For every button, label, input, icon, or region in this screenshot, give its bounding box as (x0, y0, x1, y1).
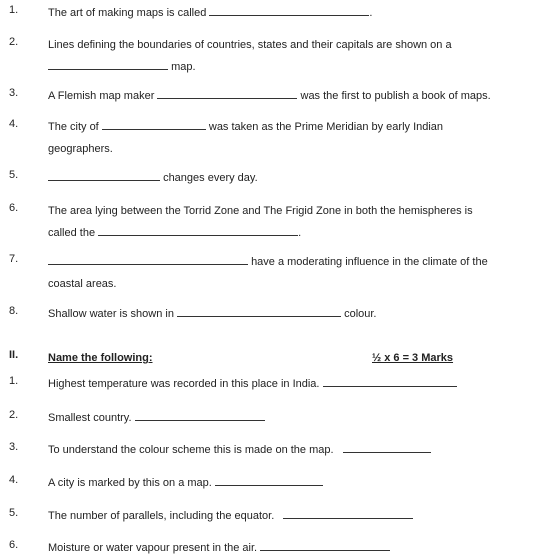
question-text: The area lying between the Torrid Zone and The Frigid Zone in both the hemispheres is (48, 205, 473, 217)
question-text-end: . (369, 7, 373, 19)
question-number: 6. (9, 539, 19, 551)
question-text: To understand the colour scheme this is made on the map. (48, 444, 334, 456)
answer-blank[interactable] (48, 57, 168, 70)
question-text-end: colour. (344, 308, 377, 320)
marks-label: ½ x 6 = 3 Marks (372, 352, 454, 364)
question-text: The art of making maps is called (48, 7, 207, 19)
section-heading: Name the following: (48, 352, 153, 364)
question-text-continued: coastal areas. (48, 278, 117, 290)
answer-blank[interactable] (260, 538, 390, 551)
answer-blank[interactable] (48, 168, 160, 181)
answer-blank[interactable] (283, 506, 413, 519)
question-text: Shallow water is shown in (48, 308, 174, 320)
answer-blank[interactable] (209, 3, 369, 16)
answer-blank[interactable] (323, 374, 457, 387)
question-text: The number of parallels, including the equator. (48, 510, 275, 522)
question-text-end: . (298, 227, 302, 239)
section-number: II. (9, 349, 19, 361)
question-number: 1. (9, 375, 19, 387)
answer-blank[interactable] (177, 304, 341, 317)
question-number: 7. (9, 253, 19, 265)
question-number: 1. (9, 4, 19, 16)
question-text-end: was the first to publish a book of maps. (300, 90, 491, 102)
question-text-start: called the (48, 227, 96, 239)
question-number: 2. (9, 409, 19, 421)
question-text: Moisture or water vapour present in the air. (48, 542, 258, 554)
question-text-end: changes every day. (163, 172, 258, 184)
answer-blank[interactable] (98, 223, 298, 236)
question-number: 8. (9, 305, 19, 317)
answer-blank[interactable] (102, 117, 206, 130)
answer-blank[interactable] (135, 408, 265, 421)
answer-blank[interactable] (157, 86, 297, 99)
answer-blank[interactable] (48, 252, 248, 265)
question-number: 5. (9, 169, 19, 181)
question-number: 3. (9, 87, 19, 99)
question-text: Lines defining the boundaries of countries, states and their capitals are shown on a (48, 39, 452, 51)
question-number: 4. (9, 474, 19, 486)
question-number: 5. (9, 507, 19, 519)
answer-blank[interactable] (343, 440, 431, 453)
question-text-end: was taken as the Prime Meridian by early Indian (208, 121, 444, 133)
question-text: The city of (48, 121, 99, 133)
question-text-end: have a moderating influence in the climate of the (251, 256, 488, 268)
question-text: Smallest country. (48, 412, 132, 424)
question-text-end: map. (171, 61, 196, 73)
question-number: 2. (9, 36, 19, 48)
question-text: Highest temperature was recorded in this place in India. (48, 378, 320, 390)
question-number: 3. (9, 441, 19, 453)
question-text: A Flemish map maker (48, 90, 155, 102)
question-number: 6. (9, 202, 19, 214)
question-number: 4. (9, 118, 19, 130)
question-text-continued: geographers. (48, 143, 113, 155)
question-text: A city is marked by this on a map. (48, 477, 212, 489)
answer-blank[interactable] (215, 473, 323, 486)
